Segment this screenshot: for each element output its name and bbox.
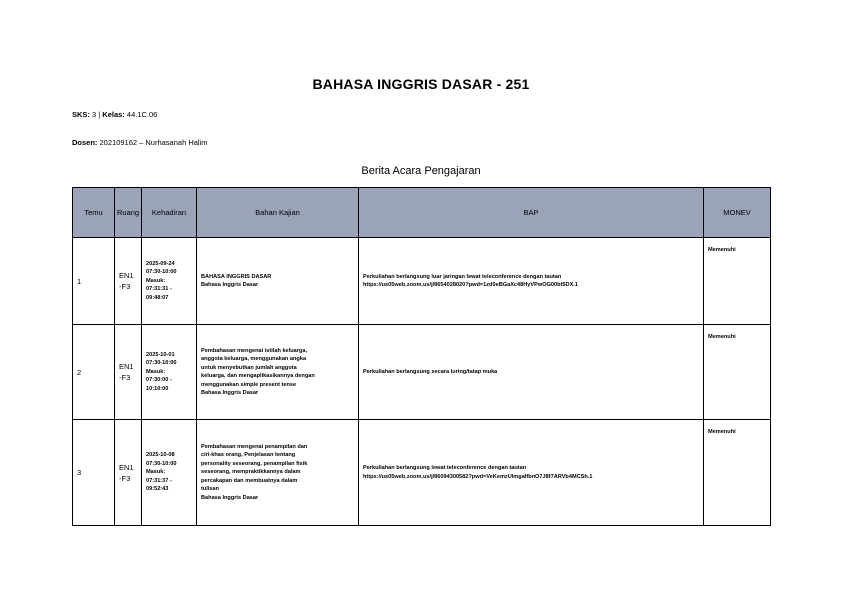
cell-ruang: EN1 -F3: [115, 325, 142, 420]
header-bahan-kajian: Bahan Kajian: [197, 188, 359, 238]
kehadiran-line: 09:52:43: [146, 486, 169, 493]
teaching-record-table: [72, 187, 771, 526]
kehadiran-line: 07:31:31 -: [146, 286, 172, 293]
cell-monev: Memenuhi: [704, 420, 771, 526]
course-meta: [72, 110, 157, 119]
bap-line: Perkuliahan berlangsung lewat teleconference dengan tautan: [363, 465, 527, 471]
cell-monev: Memenuhi: [704, 238, 771, 325]
lecturer-meta: [72, 138, 208, 147]
cell-ruang: EN1 -F3: [115, 420, 142, 526]
cell-bahan-kajian: [197, 420, 359, 526]
kehadiran-line: Masuk:: [146, 469, 166, 476]
cell-bap: [359, 238, 704, 325]
kelas-value: 44.1C.06: [124, 110, 158, 119]
dosen-label: Dosen:: [72, 138, 98, 147]
bahan-line: Pembahasan mengenai istilah keluarga,: [201, 347, 308, 354]
cell-kehadiran: [142, 325, 197, 420]
bahan-line: Bahasa Inggris Dasar: [201, 282, 259, 288]
kehadiran-line: 07:30-10:00: [146, 269, 177, 276]
bahan-line: untuk menyebutkan jumlah anggota: [201, 364, 297, 371]
kehadiran-line: 07:30-10:00: [146, 460, 177, 467]
kehadiran-line: Masuk:: [146, 368, 166, 375]
cell-kehadiran: [142, 420, 197, 526]
bahan-line: personality seseorang, penampilan fisik: [201, 460, 308, 467]
header-monev: MONEV: [704, 188, 771, 238]
section-subtitle: Berita Acara Pengajaran: [361, 165, 481, 177]
cell-temu: 1: [73, 238, 115, 325]
sks-label: SKS:: [72, 110, 90, 119]
header-kehadiran: Kehadiran: [142, 188, 197, 238]
cell-kehadiran: [142, 238, 197, 325]
bahan-line: Pembahasan mengenai penampilan dan: [201, 443, 308, 450]
bahan-line: ciri-khas orang, Penjelasan tentang: [201, 452, 296, 459]
bap-link[interactable]: https://us05web.zoom.us/j/8654028020?pwd=1zd0eBGaXc48HyVPwOG00bt5DX.1: [363, 282, 578, 288]
table-row: [73, 325, 771, 420]
kelas-label: Kelas:: [102, 110, 125, 119]
header-bap: BAP: [359, 188, 704, 238]
table-row: [73, 238, 771, 325]
header-ruang: Ruang: [115, 188, 142, 238]
kehadiran-line: 07:31:37 -: [146, 477, 172, 484]
bahan-line: tulisan: [201, 486, 220, 493]
bahan-line: menggunakan simple present tense: [201, 381, 297, 388]
kehadiran-line: 2025-10-08: [146, 452, 175, 459]
cell-ruang: EN1 -F3: [115, 238, 142, 325]
sks-value: 3 |: [89, 110, 103, 119]
kehadiran-line: 07:30-10:00: [146, 360, 177, 367]
bahan-line: Bahasa Inggris Dasar: [201, 494, 259, 501]
bahan-line: BAHASA INGGRIS DASAR: [201, 273, 272, 280]
cell-monev: Memenuhi: [704, 325, 771, 420]
kehadiran-line: Masuk:: [146, 277, 166, 284]
kehadiran-line: 07:30:00 -: [146, 377, 172, 384]
dosen-value: 202109162 – Nurhasanah Halim: [97, 138, 208, 147]
bahan-line: Bahasa Inggris Dasar: [201, 390, 259, 396]
bahan-line: keluarga, dan mengaplikasikannya dengan: [201, 373, 315, 379]
bahan-line: seseorang, mempraktikkannya dalam: [201, 469, 301, 476]
page-title: BAHASA INGGRIS DASAR - 251: [312, 76, 530, 92]
kehadiran-line: 2025-10-01: [146, 351, 175, 358]
bahan-line: anggota keluarga, menggunakan angka: [201, 356, 307, 362]
table-row: [73, 420, 771, 526]
cell-bap: [359, 325, 704, 420]
table-header-row: [73, 188, 771, 238]
bap-line: Perkuliahan berlangsung secara luring/tatap muka: [363, 368, 498, 375]
bap-line: Perkuliahan berlangsung luar jaringan lewat teleconference dengan tautan: [363, 273, 562, 280]
cell-bahan-kajian: [197, 325, 359, 420]
cell-bahan-kajian: [197, 238, 359, 325]
kehadiran-line: 09:48:07: [146, 294, 169, 301]
kehadiran-line: 10:10:00: [146, 385, 169, 392]
kehadiran-line: 2025-09-24: [146, 260, 175, 267]
cell-bap: [359, 420, 704, 526]
bap-link[interactable]: https://us05web.zoom.us/j/86094300582?pwd=VeKemzUlmgaIfbnO7J8f7ARVb4MCSh.1: [363, 473, 593, 480]
cell-temu: 2: [73, 325, 115, 420]
cell-temu: 3: [73, 420, 115, 526]
bahan-line: percakapan dan membuatnya dalam: [201, 477, 298, 484]
header-temu: Temu: [73, 188, 115, 238]
